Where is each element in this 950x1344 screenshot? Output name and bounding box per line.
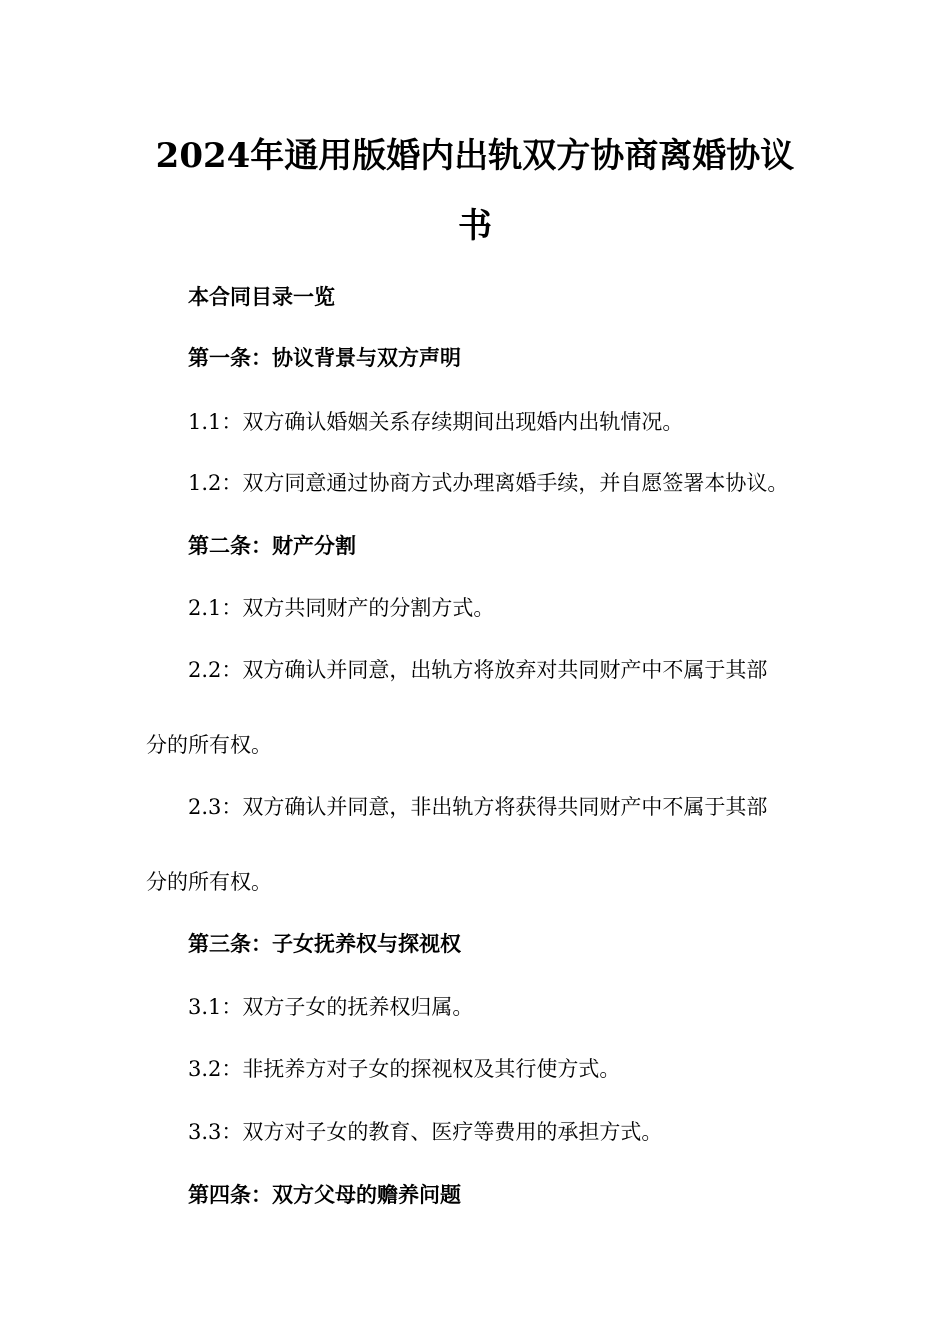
clause-2-1: 2.1：双方共同财产的分割方式。 [188,596,495,620]
document-title-line-2: 书 [458,206,492,246]
section-heading-2: 第二条：财产分割 [188,534,356,558]
section-heading-1: 第一条：协议背景与双方声明 [188,346,461,370]
section-heading-3: 第三条：子女抚养权与探视权 [188,932,461,956]
clause-3-2: 3.2：非抚养方对子女的探视权及其行使方式。 [188,1057,621,1081]
section-heading-4: 第四条：双方父母的赡养问题 [188,1183,461,1207]
clause-2-2-continued: 分的所有权。 [146,733,272,757]
clause-1-2: 1.2：双方同意通过协商方式办理离婚手续，并自愿签署本协议。 [188,471,789,495]
clause-3-1: 3.1：双方子女的抚养权归属。 [188,995,474,1019]
clause-3-3: 3.3：双方对子女的教育、医疗等费用的承担方式。 [188,1120,663,1144]
clause-2-3: 2.3：双方确认并同意，非出轨方将获得共同财产中不属于其部 [188,795,768,819]
clause-2-3-continued: 分的所有权。 [146,870,272,894]
toc-heading: 本合同目录一览 [188,285,335,309]
clause-2-2: 2.2：双方确认并同意，出轨方将放弃对共同财产中不属于其部 [188,658,768,682]
document-title-line-1: 2024年通用版婚内出轨双方协商离婚协议 [155,136,795,176]
clause-1-1: 1.1：双方确认婚姻关系存续期间出现婚内出轨情况。 [188,410,684,434]
